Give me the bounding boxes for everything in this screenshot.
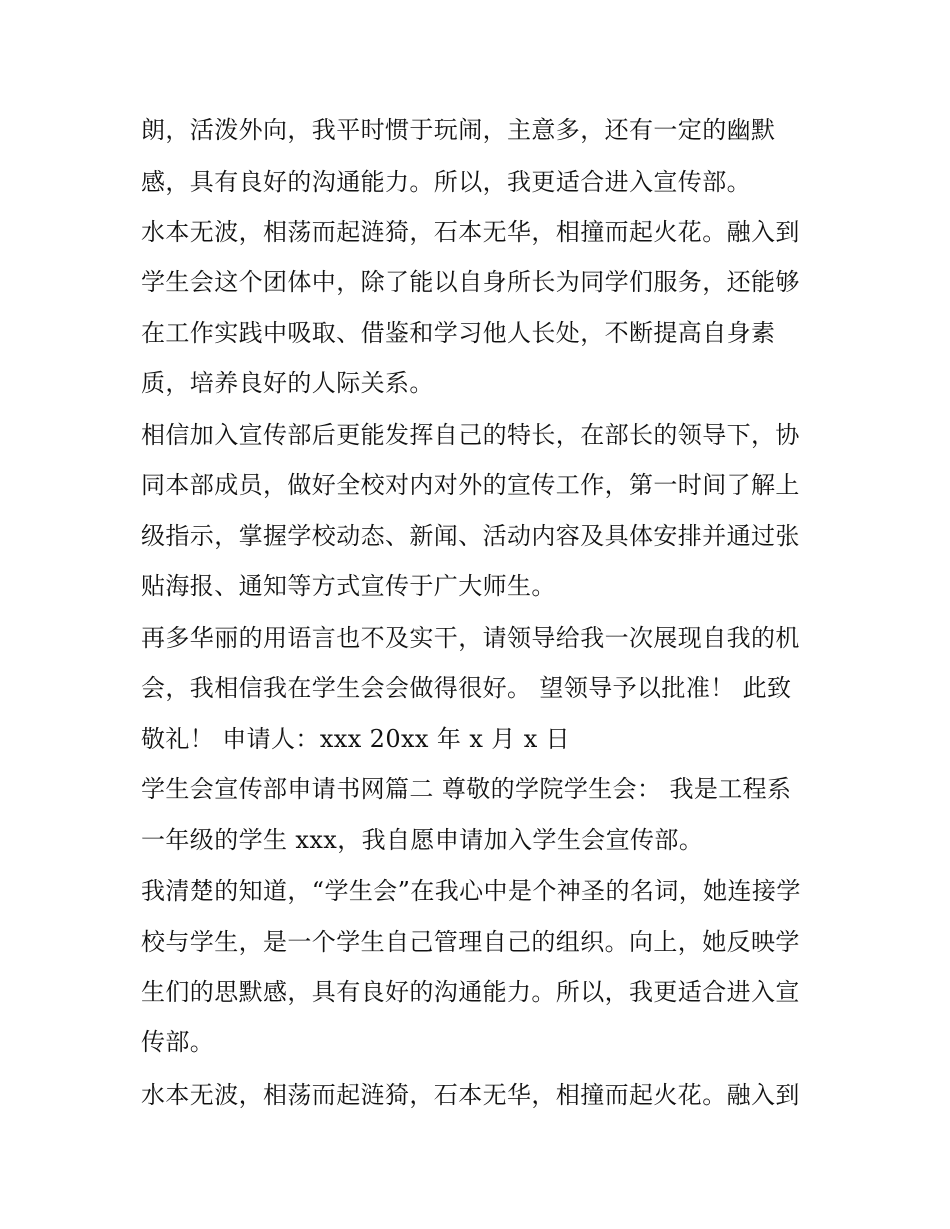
text-line: 相信加入宣传部后更能发挥自己的特长，在部长的领导下，协 bbox=[141, 421, 800, 449]
text-line: 会，我相信我在学生会会做得很好。 望领导予以批准！ 此致 bbox=[141, 674, 792, 702]
text-line: 感，具有良好的沟通能力。所以，我更适合进入宣传部。 bbox=[141, 168, 751, 196]
text-line: 贴海报、通知等方式宣传于广大师生。 bbox=[141, 572, 556, 600]
text-line: 生们的思默感，具有良好的沟通能力。所以，我更适合进入宣 bbox=[141, 978, 800, 1006]
text-line: 水本无波，相荡而起涟猗，石本无华，相撞而起火花。融入到 bbox=[141, 1081, 800, 1109]
text-line: 校与学生，是一个学生自己管理自己的组织。向上，她反映学 bbox=[141, 928, 800, 956]
text-line: 敬礼！ 申请人：xxx 20xx 年 x 月 x 日 bbox=[141, 725, 571, 753]
text-line: 质，培养良好的人际关系。 bbox=[141, 369, 434, 397]
text-line: 级指示，掌握学校动态、新闻、活动内容及具体安排并通过张 bbox=[141, 522, 800, 550]
text-line: 一年级的学生 xxx，我自愿申请加入学生会宣传部。 bbox=[141, 826, 704, 854]
text-line: 同本部成员，做好全校对内对外的宣传工作，第一时间了解上 bbox=[141, 471, 800, 499]
text-line: 学生会这个团体中，除了能以自身所长为同学们服务，还能够 bbox=[141, 268, 800, 296]
text-line: 学生会宣传部申请书网篇二 尊敬的学院学生会： 我是工程系 bbox=[141, 775, 792, 803]
text-line: 传部。 bbox=[141, 1028, 215, 1056]
text-line: 朗，活泼外向，我平时惯于玩闹，主意多，还有一定的幽默 bbox=[141, 116, 776, 144]
text-line: 水本无波，相荡而起涟猗，石本无华，相撞而起火花。融入到 bbox=[141, 218, 800, 246]
text-line: 再多华丽的用语言也不及实干，请领导给我一次展现自我的机 bbox=[141, 624, 800, 652]
text-line: 我清楚的知道，“学生会”在我心中是个神圣的名词，她连接学 bbox=[141, 877, 801, 905]
text-line: 在工作实践中吸取、借鉴和学习他人长处，不断提高自身素 bbox=[141, 319, 776, 347]
